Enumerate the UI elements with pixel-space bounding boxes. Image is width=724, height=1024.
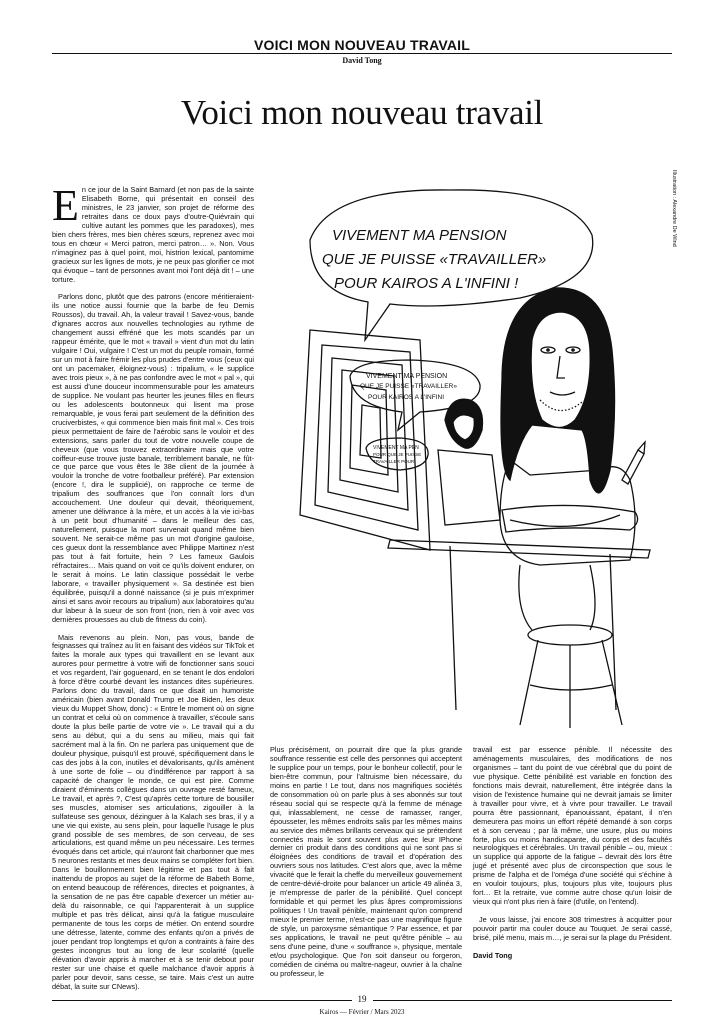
left-column [52,181,254,991]
header-author: David Tong [342,56,382,65]
illustration-credit: Illustration : Alexandre De Wind [671,170,677,247]
bubble-mid-line-1: VIVEMENT MA PENSION [366,373,448,380]
cartoon-drawing [270,180,680,735]
body-paragraph: travail est par essence pénible. Il nécessite des aménagements musculaires, des modifications de nos organismes – tant du point de vue cérébral que du point de vue physique. Cette pénibilité est variable en fonction des fonctions mais devrait, naturellement, être intégrée dans la vision de l'existence humaine qui ne devrait jamais se limiter à travailler pour vivre, et à vivre pour travailler. Le travail pourra être passionnant, épanouissant, épatant, il n'en demeurera pas moins un effort répété demandé à son corps et à son cerveau ; par là même, une usure, plus ou moins forte, plus ou moins handicapante, du corps et des facultés neurologiques et cérébrales. Un travail pénible – ou, mieux : un supplice qui apporte de la fatigue – devrait dès lors être jugé et présenté avec plus de circonspection que sous le prisme de l'alpha et de l'oméga d'une société qui s'échine à en vouloir toujours, plus, toujours plus vite, toujours plus fort… Et la retraite, vue comme autre chose qu'un loisir de vieux qui n'ont plus rien à faire (d'utile, on l'entend). [473,745,672,907]
header-rule [52,53,672,54]
bubble-small-line-2: POUR QUE JE PUISSE [373,452,422,457]
body-paragraph: Mais revenons au plein. Non, pas vous, bande de feignasses qui traînez au lit en faisant des vidéos sur TikTok et faites la morale aux types qui travaillent en se levant aux aurores pour permettre à votre wifi de fonctionner sans souci et vos regardent, l'air goguenard, en se tenant le dos endolori à force d'être courbé devant les instances dites supérieures. Parlons donc du travail, dans ce que disait un humoriste américain (bien avant Donald Trump et Joe Biden, les deux vieux du Muppet Show, donc) : « Entre le moment où on signe un contrat et celui où on commence à travailler, s'écoule sans doute la plus belle partie de votre vie ». Le travail qui a du sens au début, qui a du sens au milieu, mais qui fait sacrément mal à la fin. On ne parlera pas uniquement que de douleur physique, puisqu'il est prouvé, spécifiquement dans le cas des jobs à la con, inutiles et dévalorisants, qu'ils amènent à une sorte de folie – ou d'indifférence par rapport à sa capacité de changer le monde, ce qui est pire. Comme diraient d'éminents collègues dans un ouvrage resté fameux, Le travail, et après ?, C'est qu'après cette torture de bousiller ses muscles, atomiser ses articulations, zigouiller à la sulfateuse ses genoux, dézinguer à la Kalach ses bras, il y a une vie qui existe, au sens plein, pour laquelle l'usage le plus grand possible de ses membres, de son cerveau, de ses articulations, est quand même un peu nécessaire. Les termes évoqués dans cet article, qui n'auront fait charbonner que mes 5 neurones restants et mes deux mains se compléter fort bien. Dans le bouillonnement bien légitime et pas tout à fait inattendu de propos au sujet de la réforme de Babeth Borne, on entend beaucoup de références, directes et poignantes, à la sensation de ne pas être capable d'exercer un métier au-delà du raisonnable, ce qui l'apparenterait à un supplice multiple et pas très délicat, ainsi qu'à la fatigue musculaire permanente de tous les corps de métier. On entend sourdre une détresse, latente, comme des enfants qu'on a privés de jouer pendant trop longtemps et qu'on a contraints à faire des gestes incongrus tout au long de leur scolarité (quelle élévation d'avoir appris à marcher et à se tenir debout pour rester sur une chaise et quelle malchance d'avoir appris à parler pour devoir, sans cesse, se taire. Mais c'est un autre débat, la suite sur CNews). [52,632,254,991]
right-column [473,746,672,986]
bubble-small-line-3: TRAVAILLER POUR [373,459,415,464]
body-paragraph: Je vous laisse, j'ai encore 308 trimestres à acquitter pour pouvoir partir ma couler douce au Touquet. Je serai cassé, brisé, pilé menu, mais m…, je serai sur la plage du Président. [473,915,672,942]
footer-line: Kairos — Février / Mars 2023 [319,1008,405,1016]
section-rubric: VOICI MON NOUVEAU TRAVAIL [253,37,471,53]
middle-column [270,746,462,986]
signature: David Tong [473,950,513,960]
bubble-big-line-3: POUR KAIROS A L'INFINI ! [334,275,519,292]
bubble-mid-line-2: QUE JE PUISSE «TRAVAILLER» [360,383,457,390]
bubble-mid-line-3: POUR KAIROS A L'INFINI [368,394,445,401]
body-paragraph: Plus précisément, on pourrait dire que la plus grande souffrance ressentie est celle des personnes qui acceptent le supplice pour un temps, pour le bonheur collectif, pour le bien-être commun, pour l'altruisme bien nécessaire, du moins en partie ! Le tout, dans nos magnifiques sociétés de consommation où on parle plus à ses abonnés sur tout réseau social qui se respecte qu'à la femme de ménage qui, inlassablement, ne cesse de ramasser, ranger, épousseter, les mêmes endroits salis par les mêmes mains au service des mêmes brillants cerveaux qui se prétendent connectés mais le sont souvent plus avec leur IPhone dernier cri produit dans des conditions qui ne sont pas si éloignées des conditions de travail et d'opération des ouvriers sous nos latitudes. C'est alors que, avec la même vivacité que le ferait la cheffe du merveilleux gouvernement de centre-dévié-droite pour balancer un article 49 alinéa 3, je m'empresse de parler de la pénibilité. Quel concept formidable et qui permet les plus âpres compromissions politiques ! Un travail pénible, maintenant qu'on comprend mieux le premier terme, n'est-ce pas une magnifique figure de style, un paroxysme sémantique ? Par essence, et par ses applications, le travail ne peut qu'être pénible – au sens d'une peine, d'une « souffrance », physique, mentale et/ou psychologique. Que l'on soit danseur ou forgeron, comédien de cinéma ou maître-nageur, ouvrier à la chaîne ou professeur, le [270,745,462,978]
bubble-big-line-1: VIVEMENT MA PENSION [332,227,507,244]
body-paragraph: Parlons donc, plutôt que des patrons (encore méritieraient-ils une notice aussi fournie que la barbe de feu Demis Roussos), du travail. Ah, la valeur travail ! Savez-vous, bande d'ignares accros aux nouvelles technologies au rythme de changement aussi effréné que les mots scandés par un rappeur émérite, que le mot « travail » vient d'un mot du latin vulgaire ! Oui, vulgaire ! C'est un mot du peuple romain, formé sur un mot à faire frémir les plus prudes d'entre vous (ceux qui ont un pacemaker, éloignez-vous) : tripalium, « le supplice avec trois pieux », à ne pas confondre avec le mot « pal », qui est aussi d'une douceur incommensurable pour les amateurs de supplice. Ne voulant pas heurter les jeunes filles en fleurs ou les adolescents boutonneux qui lisent ma prose remarquable, je vous ferai part seulement de la définition des cruciverbistes, « qui commence bien mais finit mal ». Ces trois pieux permettaient de faire de l'aérobic sans le vouloir et des extensions, sans parler du tout de votre nouvelle coupe de cheveux (que vous trouvez extraordinaire mais que votre coiffeur-euse trouve juste banale, terriblement banale, ne fût-ce que parce que vous êtes le 38e client de la journée à vouloir la tronche de votre footballeur préféré). Par extension (encore !, dira le supplicié), on rapproche ce terme de tripalium des souffrances que l'on connaît lors d'un accouchement. Une douleur qui devait, théoriquement, amener une délivrance à la mère, et un accès à la vie ici-bas à un petit bout d'humanité – dans le meilleur des cas, naturellement, puisque la mort survenait quand même bien souvent. Ne serait-ce même pas un mot d'origine gauloise, ces gueux dont la ressemblance avec Philippe Martinez n'est pas tout à fait fortuite, hein ? Les fameux Gaulois réfractaires… Mais quand on voit ce qu'ils doivent endurer, on le serait à moins. Le latin classique possédait le verbe laborare, « travailler physiquement ». Sa destinée est bien équilibrée, puisqu'il a donné naissance (si je puis m'exprimer ainsi et sans avoir recours au tripalium) aux laboratoires qu'au dur labeur à la sueur de son front (non, rien à voir avec vos dernières prouesses au club de fitness du coin). [52,292,254,624]
lead-paragraph: En ce jour de la Saint Barnard (et non pas de la sainte Elisabeth Borne, qui présentait en conseil des ministres, le 23 janvier, son projet de réforme des retraites dans ce doux pays d'outre-Quiévrain qui cultive autant les pommes que les paradoxes), mes bien chers frères, mes bien chères sœurs, reprenez avec moi tous en chœur « Merci patron, merci patron… ». Non. Vous n'imaginez pas à quel point, moi, histrion lexical, pantomime gracieux sur les lignes de mots, je ne peux pas glorifier ce mot qui évoque – tant de personnes avant moi l'ont déjà dit ! – une torture. [52,181,254,284]
article-headline: Voici mon nouveau travail [180,93,544,132]
illustration [270,180,680,735]
bubble-small-line-1: VIVEMENT MA PEN [373,445,419,451]
bubble-big-line-2: QUE JE PUISSE «TRAVAILLER» [322,251,547,268]
page-number: 19 [0,994,724,1004]
